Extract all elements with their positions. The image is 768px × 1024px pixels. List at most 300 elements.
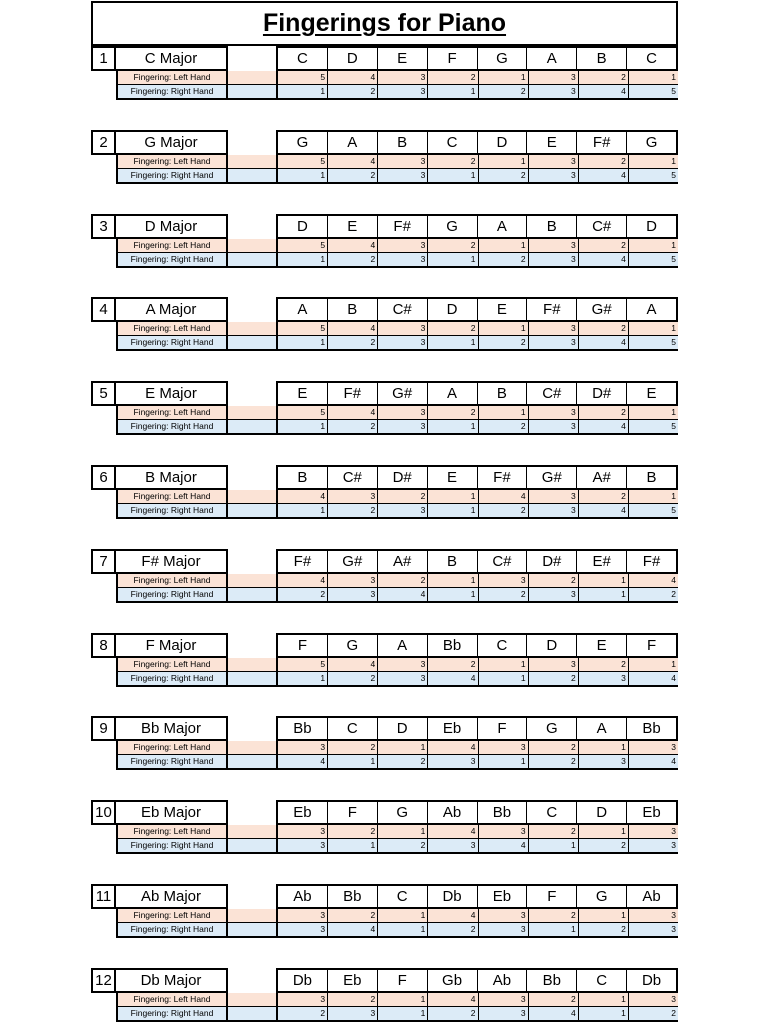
finger-number: 4 xyxy=(378,588,428,601)
finger-number: 4 xyxy=(479,490,529,503)
notes-row xyxy=(276,968,678,993)
fingering-table xyxy=(116,322,678,351)
note-cell: Bb xyxy=(478,802,528,823)
finger-number: 3 xyxy=(278,825,328,838)
finger-number: 5 xyxy=(278,406,328,419)
finger-number: 5 xyxy=(671,254,676,264)
finger-number: 2 xyxy=(529,755,579,768)
scale-name: Ab Major xyxy=(114,884,228,909)
notes-row xyxy=(276,46,678,71)
fingering-label-left-hand: Fingering: Left Hand xyxy=(118,322,228,335)
fingering-row-right-hand xyxy=(118,755,678,768)
finger-number: 1 xyxy=(278,672,328,685)
note-cell: F xyxy=(278,635,328,656)
finger-number: 1 xyxy=(479,322,529,335)
finger-number: 3 xyxy=(378,71,428,84)
note-cell: Eb xyxy=(478,886,528,907)
note-cell: E xyxy=(428,467,478,488)
finger-number: 2 xyxy=(529,741,579,754)
note-cell: G xyxy=(527,718,577,739)
finger-number: 2 xyxy=(579,490,629,503)
fingering-spacer xyxy=(228,658,278,671)
finger-number: 4 xyxy=(328,322,378,335)
scale-name: A Major xyxy=(114,297,228,322)
finger-number: 2 xyxy=(529,574,579,587)
notes-row xyxy=(276,214,678,239)
note-cell: B xyxy=(478,383,528,404)
finger-number: 5 xyxy=(278,658,328,671)
note-cell: Bb xyxy=(527,970,577,991)
fingering-spacer xyxy=(228,85,278,98)
finger-number: 2 xyxy=(378,755,428,768)
finger-number: 3 xyxy=(378,169,428,182)
note-cell: D xyxy=(577,802,627,823)
finger-number: 1 xyxy=(428,504,478,517)
scale-block xyxy=(91,800,678,856)
finger-number: 3 xyxy=(529,253,579,266)
finger-number: 1 xyxy=(579,588,629,601)
finger-number: 3 xyxy=(529,406,579,419)
finger-number: 5 xyxy=(278,71,328,84)
finger-number: 2 xyxy=(328,741,378,754)
note-cell: Ab xyxy=(478,970,528,991)
fingering-table xyxy=(116,155,678,184)
finger-number: 1 xyxy=(671,491,676,501)
note-cell: B xyxy=(328,299,378,320)
scale-number: 2 xyxy=(91,130,116,155)
finger-number: 1 xyxy=(579,1007,629,1020)
finger-number: 1 xyxy=(378,741,428,754)
finger-number: 3 xyxy=(671,840,676,850)
finger-number: 4 xyxy=(278,490,328,503)
note-cell: E xyxy=(577,635,627,656)
note-cell: G xyxy=(328,635,378,656)
scale-name: B Major xyxy=(114,465,228,490)
scale-block xyxy=(91,46,678,102)
finger-number: 1 xyxy=(428,490,478,503)
note-cell: C xyxy=(478,635,528,656)
scale-number: 5 xyxy=(91,381,116,406)
note-cell: C# xyxy=(328,467,378,488)
notes-row xyxy=(276,884,678,909)
note-cell: C# xyxy=(478,551,528,572)
fingering-row-left-hand xyxy=(118,825,678,839)
note-cell: Eb xyxy=(278,802,328,823)
fingering-label-left-hand: Fingering: Left Hand xyxy=(118,155,228,168)
finger-number: 3 xyxy=(479,923,529,936)
finger-number: 1 xyxy=(671,659,676,669)
note-cell: F# xyxy=(577,132,627,153)
fingering-row-left-hand xyxy=(118,406,678,420)
notes-row xyxy=(276,800,678,825)
finger-number: 4 xyxy=(328,239,378,252)
finger-number: 2 xyxy=(579,322,629,335)
scale-number: 1 xyxy=(91,46,116,71)
finger-number: 3 xyxy=(479,993,529,1006)
fingering-row-right-hand xyxy=(118,420,678,433)
finger-number: 4 xyxy=(428,909,478,922)
note-cell: Ab xyxy=(428,802,478,823)
scale-block xyxy=(91,549,678,605)
finger-number: 2 xyxy=(378,490,428,503)
finger-number: 2 xyxy=(579,658,629,671)
finger-number: 2 xyxy=(328,85,378,98)
fingering-spacer xyxy=(228,909,278,922)
note-cell: Eb xyxy=(428,718,478,739)
finger-number: 4 xyxy=(328,406,378,419)
finger-number: 2 xyxy=(479,504,529,517)
finger-number: 2 xyxy=(579,155,629,168)
fingering-table xyxy=(116,239,678,268)
finger-number: 3 xyxy=(529,336,579,349)
scale-block xyxy=(91,716,678,772)
finger-number: 3 xyxy=(671,742,676,752)
scale-number: 6 xyxy=(91,465,116,490)
fingering-label-left-hand: Fingering: Left Hand xyxy=(118,741,228,754)
note-cell: Ab xyxy=(278,886,328,907)
fingering-label-left-hand: Fingering: Left Hand xyxy=(118,406,228,419)
finger-number: 1 xyxy=(428,253,478,266)
note-cell: A# xyxy=(577,467,627,488)
note-cell: G xyxy=(645,134,658,151)
note-cell: D# xyxy=(378,467,428,488)
finger-number: 3 xyxy=(378,155,428,168)
notes-row xyxy=(276,633,678,658)
fingering-label-right-hand: Fingering: Right Hand xyxy=(118,169,228,182)
note-cell: A xyxy=(646,301,657,318)
finger-number: 1 xyxy=(378,993,428,1006)
finger-number: 2 xyxy=(579,71,629,84)
finger-number: 4 xyxy=(278,574,328,587)
note-cell: C# xyxy=(378,299,428,320)
note-cell: Bb xyxy=(642,720,661,737)
finger-number: 1 xyxy=(579,909,629,922)
fingering-spacer xyxy=(228,336,278,349)
fingering-table xyxy=(116,993,678,1022)
finger-number: 3 xyxy=(529,169,579,182)
finger-number: 2 xyxy=(328,909,378,922)
finger-number: 2 xyxy=(428,155,478,168)
fingering-label-right-hand: Fingering: Right Hand xyxy=(118,672,228,685)
finger-number: 4 xyxy=(671,673,676,683)
note-cell: Eb xyxy=(642,804,661,821)
finger-number: 3 xyxy=(529,588,579,601)
finger-number: 1 xyxy=(278,420,328,433)
note-cell: B xyxy=(428,551,478,572)
finger-number: 3 xyxy=(529,504,579,517)
finger-number: 2 xyxy=(479,169,529,182)
finger-number: 2 xyxy=(479,420,529,433)
finger-number: 4 xyxy=(428,672,478,685)
finger-number: 2 xyxy=(328,672,378,685)
fingering-spacer xyxy=(228,239,278,252)
note-cell: D xyxy=(428,299,478,320)
scale-number: 7 xyxy=(91,549,116,574)
fingering-spacer xyxy=(228,504,278,517)
note-cell: D xyxy=(527,635,577,656)
finger-number: 1 xyxy=(479,406,529,419)
note-cell: C xyxy=(577,970,627,991)
note-cell: Ab xyxy=(642,888,661,905)
finger-number: 3 xyxy=(479,909,529,922)
finger-number: 3 xyxy=(671,994,676,1004)
fingering-label-left-hand: Fingering: Left Hand xyxy=(118,658,228,671)
note-cell: F# xyxy=(527,299,577,320)
fingering-label-left-hand: Fingering: Left Hand xyxy=(118,239,228,252)
note-cell: C# xyxy=(577,216,627,237)
finger-number: 5 xyxy=(278,239,328,252)
note-cell: D xyxy=(328,48,378,69)
finger-number: 5 xyxy=(671,86,676,96)
note-cell: F xyxy=(328,802,378,823)
note-cell: A# xyxy=(378,551,428,572)
scale-number: 11 xyxy=(91,884,116,909)
finger-number: 5 xyxy=(278,322,328,335)
finger-number: 3 xyxy=(671,924,676,934)
scale-name: F# Major xyxy=(114,549,228,574)
fingering-label-right-hand: Fingering: Right Hand xyxy=(118,336,228,349)
finger-number: 3 xyxy=(328,588,378,601)
note-cell: Db xyxy=(428,886,478,907)
fingering-spacer xyxy=(228,588,278,601)
finger-number: 1 xyxy=(579,993,629,1006)
note-cell: C xyxy=(278,48,328,69)
scale-block xyxy=(91,381,678,437)
title-box xyxy=(91,1,678,46)
finger-number: 2 xyxy=(479,253,529,266)
fingering-label-right-hand: Fingering: Right Hand xyxy=(118,253,228,266)
note-cell: D xyxy=(646,218,657,235)
scale-name: F Major xyxy=(114,633,228,658)
finger-number: 3 xyxy=(529,71,579,84)
finger-number: 2 xyxy=(278,1007,328,1020)
fingering-spacer xyxy=(228,741,278,754)
scale-name: D Major xyxy=(114,214,228,239)
fingering-row-left-hand xyxy=(118,155,678,169)
note-cell: Db xyxy=(641,972,662,989)
fingering-table xyxy=(116,909,678,938)
scale-number: 8 xyxy=(91,633,116,658)
finger-number: 1 xyxy=(479,658,529,671)
finger-number: 3 xyxy=(378,672,428,685)
note-cell: A xyxy=(378,635,428,656)
note-cell: Gb xyxy=(428,970,478,991)
note-cell: Bb xyxy=(278,718,328,739)
note-cell: E xyxy=(328,216,378,237)
note-cell: A xyxy=(478,216,528,237)
notes-row xyxy=(276,716,678,741)
finger-number: 3 xyxy=(378,322,428,335)
fingering-spacer xyxy=(228,1007,278,1020)
scale-name: G Major xyxy=(114,130,228,155)
finger-number: 2 xyxy=(428,239,478,252)
finger-number: 3 xyxy=(479,741,529,754)
finger-number: 3 xyxy=(479,574,529,587)
note-cell: E xyxy=(527,132,577,153)
fingering-row-left-hand xyxy=(118,993,678,1007)
note-cell: Eb xyxy=(328,970,378,991)
fingering-label-left-hand: Fingering: Left Hand xyxy=(118,825,228,838)
fingering-spacer xyxy=(228,923,278,936)
fingering-label-right-hand: Fingering: Right Hand xyxy=(118,923,228,936)
scale-name: Eb Major xyxy=(114,800,228,825)
finger-number: 3 xyxy=(671,910,676,920)
fingering-table xyxy=(116,574,678,603)
finger-number: 3 xyxy=(378,239,428,252)
note-cell: F# xyxy=(328,383,378,404)
notes-row xyxy=(276,297,678,322)
finger-number: 1 xyxy=(671,407,676,417)
finger-number: 2 xyxy=(529,672,579,685)
notes-row xyxy=(276,465,678,490)
finger-number: 4 xyxy=(328,155,378,168)
finger-number: 2 xyxy=(428,71,478,84)
fingering-spacer xyxy=(228,755,278,768)
note-cell: G# xyxy=(577,299,627,320)
finger-number: 4 xyxy=(428,825,478,838)
note-cell: G xyxy=(278,132,328,153)
finger-number: 4 xyxy=(328,923,378,936)
note-cell: E xyxy=(646,385,657,402)
finger-number: 1 xyxy=(428,85,478,98)
finger-number: 3 xyxy=(428,839,478,852)
scale-number: 4 xyxy=(91,297,116,322)
finger-number: 3 xyxy=(529,658,579,671)
finger-number: 1 xyxy=(378,923,428,936)
fingering-label-right-hand: Fingering: Right Hand xyxy=(118,839,228,852)
fingering-table xyxy=(116,825,678,854)
finger-number: 1 xyxy=(278,169,328,182)
finger-number: 2 xyxy=(428,406,478,419)
note-cell: A xyxy=(278,299,328,320)
note-cell: G xyxy=(378,802,428,823)
fingering-label-left-hand: Fingering: Left Hand xyxy=(118,909,228,922)
finger-number: 2 xyxy=(428,1007,478,1020)
note-cell: F# xyxy=(642,553,661,570)
finger-number: 2 xyxy=(278,588,328,601)
note-cell: E xyxy=(478,299,528,320)
finger-number: 2 xyxy=(529,909,579,922)
note-cell: A xyxy=(428,383,478,404)
notes-row xyxy=(276,130,678,155)
finger-number: 1 xyxy=(278,336,328,349)
note-cell: F xyxy=(527,886,577,907)
fingering-spacer xyxy=(228,406,278,419)
finger-number: 5 xyxy=(671,505,676,515)
scale-number: 12 xyxy=(91,968,116,993)
fingering-spacer xyxy=(228,169,278,182)
fingering-row-left-hand xyxy=(118,909,678,923)
fingering-row-left-hand xyxy=(118,239,678,253)
finger-number: 1 xyxy=(428,574,478,587)
fingering-table xyxy=(116,490,678,519)
finger-number: 4 xyxy=(579,253,629,266)
note-cell: B xyxy=(646,469,657,486)
fingering-spacer xyxy=(228,839,278,852)
fingering-row-right-hand xyxy=(118,169,678,182)
finger-number: 3 xyxy=(529,85,579,98)
fingering-row-right-hand xyxy=(118,1007,678,1020)
finger-number: 4 xyxy=(479,839,529,852)
scale-block xyxy=(91,968,678,1024)
notes-row xyxy=(276,549,678,574)
finger-number: 2 xyxy=(579,406,629,419)
fingering-spacer xyxy=(228,490,278,503)
finger-number: 3 xyxy=(278,741,328,754)
note-cell: D xyxy=(278,216,328,237)
note-cell: Bb xyxy=(428,635,478,656)
note-cell: D xyxy=(378,718,428,739)
finger-number: 3 xyxy=(378,406,428,419)
finger-number: 3 xyxy=(529,490,579,503)
finger-number: 2 xyxy=(378,574,428,587)
finger-number: 4 xyxy=(428,993,478,1006)
finger-number: 2 xyxy=(579,839,629,852)
scale-block xyxy=(91,465,678,521)
finger-number: 2 xyxy=(328,993,378,1006)
finger-number: 3 xyxy=(671,826,676,836)
note-cell: C xyxy=(378,886,428,907)
finger-number: 1 xyxy=(671,156,676,166)
note-cell: G# xyxy=(527,467,577,488)
fingering-spacer xyxy=(228,825,278,838)
fingering-row-right-hand xyxy=(118,85,678,98)
fingering-spacer xyxy=(228,672,278,685)
finger-number: 3 xyxy=(579,672,629,685)
note-cell: C xyxy=(527,802,577,823)
note-cell: B xyxy=(577,48,627,69)
finger-number: 3 xyxy=(328,574,378,587)
finger-number: 3 xyxy=(479,1007,529,1020)
fingering-spacer xyxy=(228,322,278,335)
finger-number: 1 xyxy=(479,755,529,768)
fingering-row-right-hand xyxy=(118,588,678,601)
finger-number: 3 xyxy=(529,420,579,433)
fingering-row-left-hand xyxy=(118,658,678,672)
note-cell: E xyxy=(378,48,428,69)
finger-number: 3 xyxy=(278,923,328,936)
fingering-spacer xyxy=(228,574,278,587)
fingering-row-left-hand xyxy=(118,71,678,85)
finger-number: 1 xyxy=(428,336,478,349)
finger-number: 1 xyxy=(278,253,328,266)
note-cell: F xyxy=(378,970,428,991)
fingering-label-left-hand: Fingering: Left Hand xyxy=(118,490,228,503)
note-cell: G xyxy=(577,886,627,907)
fingering-table xyxy=(116,71,678,100)
finger-number: 4 xyxy=(671,756,676,766)
finger-number: 2 xyxy=(579,239,629,252)
finger-number: 5 xyxy=(671,421,676,431)
finger-number: 3 xyxy=(278,839,328,852)
fingering-spacer xyxy=(228,420,278,433)
fingering-label-right-hand: Fingering: Right Hand xyxy=(118,1007,228,1020)
finger-number: 3 xyxy=(378,85,428,98)
fingering-label-left-hand: Fingering: Left Hand xyxy=(118,574,228,587)
note-cell: C xyxy=(646,50,657,67)
fingering-spacer xyxy=(228,253,278,266)
fingering-label-left-hand: Fingering: Left Hand xyxy=(118,71,228,84)
scale-block xyxy=(91,884,678,940)
finger-number: 1 xyxy=(479,239,529,252)
finger-number: 1 xyxy=(671,72,676,82)
finger-number: 2 xyxy=(428,658,478,671)
finger-number: 4 xyxy=(328,658,378,671)
note-cell: B xyxy=(378,132,428,153)
note-cell: F# xyxy=(378,216,428,237)
finger-number: 3 xyxy=(378,336,428,349)
finger-number: 5 xyxy=(671,337,676,347)
